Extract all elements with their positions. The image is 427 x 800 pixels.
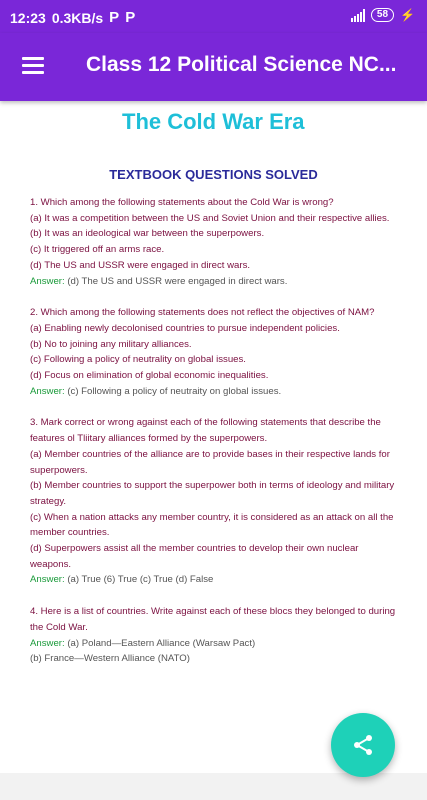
charging-icon: ⚡: [400, 8, 415, 22]
question-text: 1. Which among the following statements about the Cold War is wrong?: [30, 197, 334, 208]
answer-line: [30, 274, 402, 290]
battery-icon: 58: [371, 8, 394, 22]
app-bar: [0, 33, 427, 101]
menu-icon[interactable]: [22, 57, 44, 75]
answer-line: [30, 572, 402, 588]
clock: 12:23: [10, 9, 46, 26]
option-item: (d) Superpowers assist all the member countries to develop their own nuclear weapons.: [30, 543, 359, 570]
network-speed: 0.3KB/s: [51, 9, 104, 26]
answer-line: [30, 636, 402, 652]
option-item: (b) No to joining any military alliances.: [30, 338, 192, 350]
option-item: (c) It triggered off an arms race.: [30, 244, 165, 256]
answer-label: Answer:: [30, 574, 65, 586]
article-content[interactable]: [0, 101, 427, 773]
question-text: 2. Which among the following statements does not reflect the objectives of NAM?: [30, 307, 375, 319]
chapter-title: The Cold War Era: [122, 109, 305, 134]
answer-text: (a) True (6) True (c) True (d) False: [64, 574, 214, 586]
section-heading: TEXTBOOK QUESTIONS SOLVED: [109, 167, 318, 182]
share-icon: [351, 733, 375, 757]
questions-list: [30, 195, 402, 667]
option-item: (b) It was an ideological war between the superpowers.: [30, 228, 265, 240]
option-item: (c) Following a policy of neutrality on global issues.: [30, 354, 246, 366]
notification-icon: P: [109, 9, 120, 26]
answer-text: (b) France—Western Alliance (NATO): [30, 653, 190, 665]
question-text: 3. Mark correct or wrong against each of the following statements that describe the features ol Tliitary alliances formed by the superpowers.: [30, 417, 381, 445]
share-button[interactable]: [331, 713, 395, 777]
option-item: (c) When a nation attacks any member country, it is considered as an attack on all the member countries.: [30, 511, 394, 539]
answer-text: (a) Poland—Eastern Alliance (Warsaw Pact): [64, 637, 256, 649]
option-item: (d) Focus on elimination of global economic inequalities.: [30, 370, 269, 382]
question-text: 4. Here is a list of countries. Write against each of these blocs they belonged to during the Cold War.: [30, 606, 396, 633]
answer-line: [30, 384, 402, 400]
answer-label: Answer:: [30, 385, 65, 397]
answer-label: Answer:: [30, 637, 65, 649]
option-item: (a) Enabling newly decolonised countries to pursue independent policies.: [30, 322, 340, 334]
option-item: (a) It was a competition between the US and Soviet Union and their respective allies.: [30, 212, 390, 224]
notification-icon: P: [125, 9, 136, 26]
option-item: (b) Member countries to support the superpower both in terms of ideology and military strategy.: [30, 480, 395, 507]
option-item: (d) The US and USSR were engaged in direct wars.: [30, 259, 251, 271]
signal-icon: [351, 9, 365, 22]
answer-text: (c) Following a policy of neutraity on global issues.: [64, 385, 282, 397]
answer-label: Answer:: [30, 275, 65, 287]
status-bar: [0, 0, 427, 33]
bottom-bar: [0, 773, 427, 800]
option-item: (a) Member countries of the alliance are to provide bases in their respective lands for superpowers.: [30, 448, 390, 476]
app-title: Class 12 Political Science NC...: [86, 53, 397, 76]
answer-text: (d) The US and USSR were engaged in direct wars.: [64, 275, 288, 287]
